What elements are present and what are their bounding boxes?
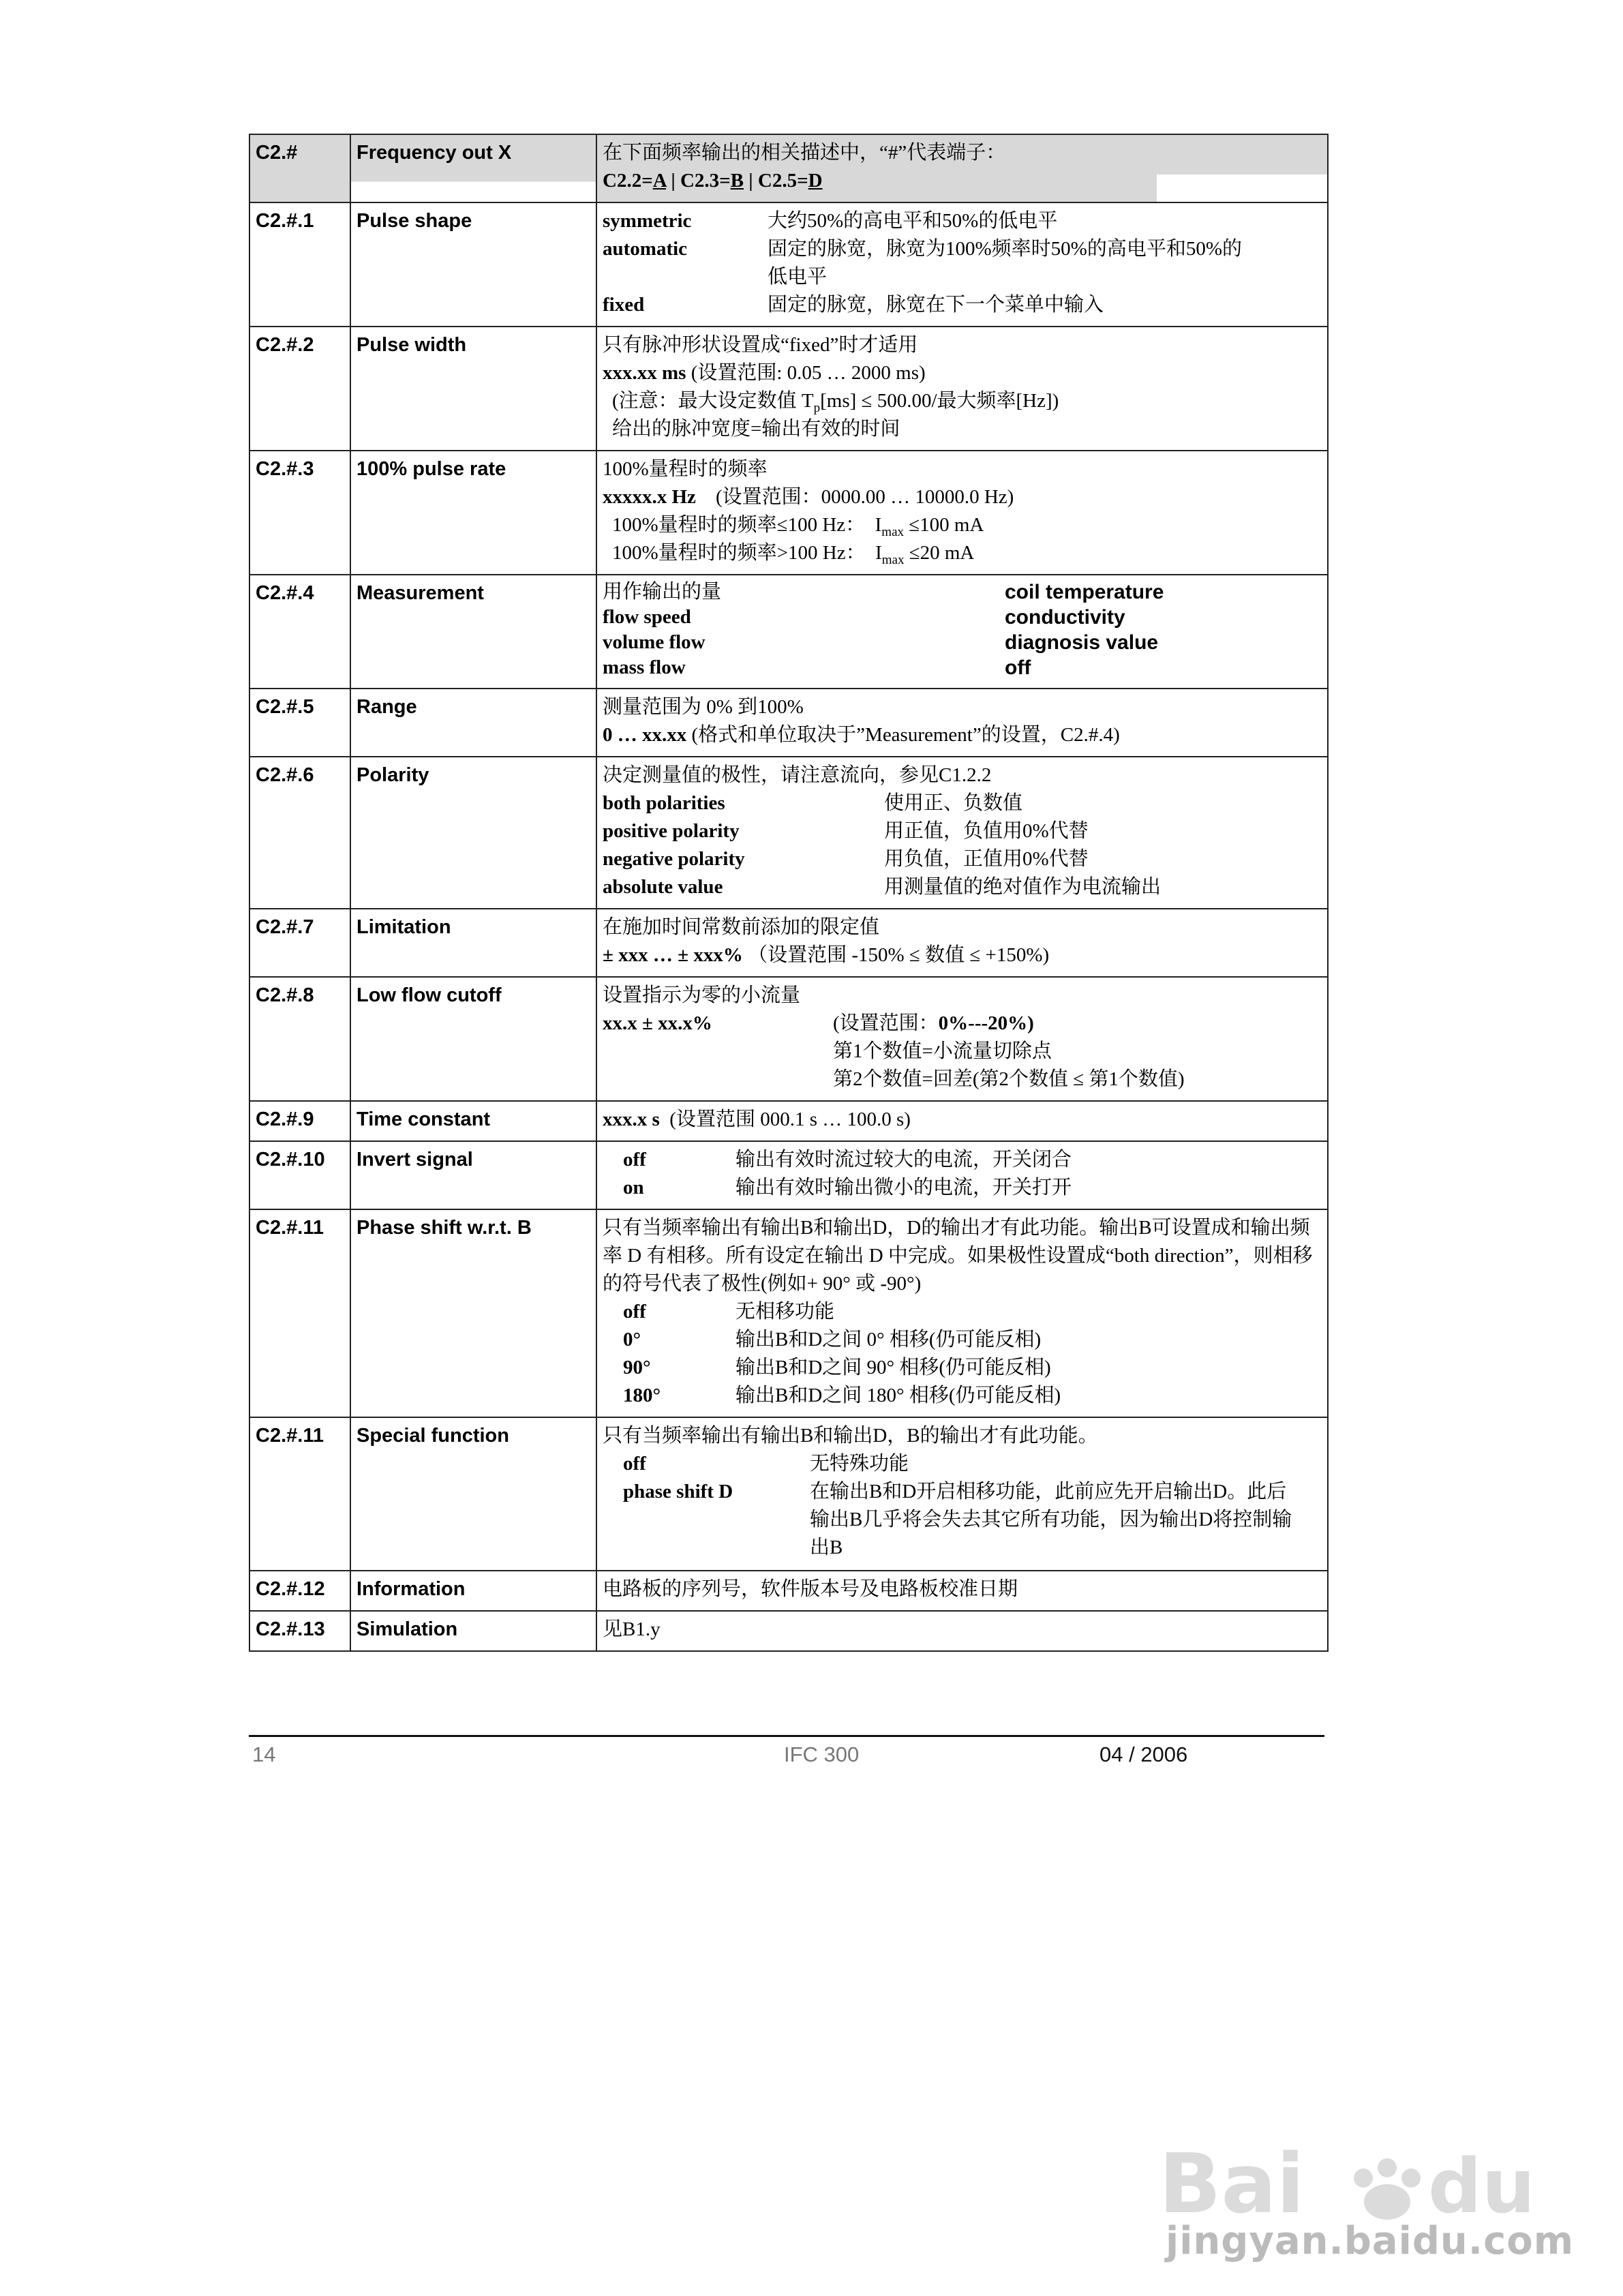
footer-divider: [249, 1735, 1324, 1737]
row-name: 100% pulse rate: [350, 451, 596, 575]
desc-line: [603, 483, 1322, 511]
option-key: coil temperature: [1005, 581, 1164, 603]
option-key: off: [1005, 656, 1031, 679]
header-desc-line2: [603, 167, 1322, 195]
table-row: [249, 1611, 1328, 1651]
table-row: [249, 689, 1328, 757]
watermark-url: jingyan.baidu.com: [1166, 2219, 1575, 2263]
page-number: 14: [252, 1742, 276, 1766]
note-text: ≤100 mA: [904, 514, 984, 536]
note-text: (注意：最大设定数值 T: [612, 390, 814, 412]
option-key: fixed: [603, 294, 645, 316]
table-row: [249, 757, 1328, 909]
option-key: xx.x ± xx.x%: [603, 1012, 712, 1034]
option-item: [603, 1326, 1322, 1354]
option-value: 输出B和D之间 180° 相移(仍可能反相): [735, 1385, 1061, 1406]
option-item: [603, 1478, 1322, 1562]
note-text: 100%量程时的频率>100 Hz： I: [612, 542, 882, 564]
range-text: （设置范围 -150% ≤ 数值 ≤ +150%): [742, 944, 1050, 966]
note-text: [ms] ≤ 500.00/最大频率[Hz]): [820, 390, 1059, 412]
row-code: C2.#.6: [249, 757, 350, 909]
row-description: [596, 575, 1328, 689]
option-value: 大约50%的高电平和50%的低电平: [768, 210, 1058, 232]
option-key: diagnosis value: [1005, 631, 1159, 654]
row-description: [596, 1141, 1328, 1209]
paw-toe-icon: [1401, 2169, 1421, 2188]
row-description: [596, 327, 1328, 451]
desc-line: 100%量程时的频率: [603, 458, 768, 480]
desc-line: 在施加时间常数前添加的限定值: [603, 916, 880, 938]
option-key: flow speed: [603, 606, 691, 628]
option-key: automatic: [603, 238, 688, 260]
row-code: C2.#.9: [249, 1101, 350, 1141]
table-row: [249, 1101, 1328, 1141]
desc-line: 第2个数值=回差(第2个数值 ≤ 第1个数值): [833, 1068, 1185, 1090]
option-value: 无相移功能: [735, 1301, 835, 1323]
note-text: ≤20 mA: [904, 542, 975, 564]
row-code: C2.#.13: [249, 1611, 350, 1651]
row-description: [596, 909, 1328, 977]
table-row: [249, 327, 1328, 451]
option-value: 无特殊功能: [810, 1453, 909, 1475]
row-code: C2.#.2: [249, 327, 350, 451]
table-row: [249, 1141, 1328, 1209]
row-code: C2.#.10: [249, 1141, 350, 1209]
watermark-logo-glyphs: Bai: [1159, 2137, 1305, 2232]
option-key: off: [623, 1149, 646, 1170]
option-key: volume flow: [603, 631, 706, 653]
model-name: IFC 300: [784, 1742, 860, 1766]
document-date: 04 / 2006: [1099, 1742, 1188, 1766]
row-name: Pulse shape: [350, 202, 596, 327]
option-key: on: [623, 1177, 644, 1198]
option-item: [603, 845, 1322, 873]
row-name: Low flow cutoff: [350, 977, 596, 1101]
option-value: 在输出B和D开启相移功能，此前应先开启输出D。此后输出B几乎将会失去其它所有功能，因为输出D将控制输出B: [810, 1481, 1292, 1558]
measurement-col-2: [1005, 579, 1164, 680]
row-description: [596, 977, 1328, 1101]
option-key: off: [623, 1301, 646, 1323]
option-item: [603, 1298, 1322, 1326]
table-row: [249, 1209, 1328, 1417]
option-item: [603, 207, 1322, 235]
option-key: both polarities: [603, 792, 725, 814]
row-name: Phase shift w.r.t. B: [350, 1209, 596, 1417]
row-name: Simulation: [350, 1611, 596, 1651]
range-text: (设置范围：0000.00 … 10000.0 Hz): [695, 486, 1014, 508]
option-value: 用负值，正值用0%代替: [884, 848, 1089, 870]
format-value: 0 … xx.xx: [603, 724, 687, 746]
option-item: [603, 1354, 1322, 1382]
format-value: xxx.x s: [603, 1108, 660, 1130]
desc-line: [603, 941, 1322, 969]
option-value: [833, 1010, 1322, 1038]
row-name: Measurement: [350, 575, 596, 689]
row-description: [596, 1611, 1328, 1651]
row-code: C2.#.7: [249, 909, 350, 977]
option-item: [603, 789, 1322, 817]
desc-line: 只有当频率输出有输出B和输出D，B的输出才有此功能。: [603, 1425, 1098, 1447]
row-code: C2.#.11: [249, 1417, 350, 1571]
row-name: Polarity: [350, 757, 596, 909]
subscript: max: [881, 552, 905, 567]
desc-line: 决定测量值的极性，请注意流向，参见C1.2.2: [603, 764, 992, 786]
row-description: [596, 689, 1328, 757]
table-row: [249, 977, 1328, 1101]
row-description: [596, 1209, 1328, 1417]
header-code: C2.#: [249, 134, 350, 202]
option-key: absolute value: [603, 876, 723, 898]
parameter-table: [249, 134, 1329, 1652]
desc-line: [603, 1106, 1322, 1134]
table-row: [249, 202, 1328, 327]
option-value: 用测量值的绝对值作为电流输出: [884, 876, 1162, 898]
header-terminal-a-label: C2.2=: [603, 170, 653, 192]
option-key: mass flow: [603, 656, 686, 678]
row-name: Invert signal: [350, 1141, 596, 1209]
row-name: Limitation: [350, 909, 596, 977]
desc-line: 只有脉冲形状设置成“fixed”时才适用: [603, 334, 918, 356]
option-item: [603, 291, 1322, 319]
header-terminal-d: D: [808, 170, 823, 192]
option-value: 用正值，负值用0%代替: [884, 820, 1089, 842]
desc-line: [603, 721, 1322, 749]
row-code: C2.#.3: [249, 451, 350, 575]
option-value: 输出B和D之间 0° 相移(仍可能反相): [735, 1329, 1042, 1350]
option-item: [603, 1010, 1322, 1038]
note-text: 100%量程时的频率≤100 Hz： I: [612, 514, 882, 536]
option-value: 固定的脉宽，脉宽在下一个菜单中输入: [768, 294, 1104, 316]
row-name: Information: [350, 1571, 596, 1611]
row-description: [596, 1101, 1328, 1141]
option-item: [603, 817, 1322, 845]
paw-pad-icon: [1364, 2184, 1410, 2220]
table-row: [249, 575, 1328, 689]
header-terminal-b: B: [730, 170, 744, 192]
desc-line: [603, 359, 1322, 387]
option-item: [603, 873, 1322, 901]
measurement-col-1: [603, 579, 1005, 680]
desc-line: 设置指示为零的小流量: [603, 984, 801, 1006]
desc-line: 给出的脉冲宽度=输出有效的时间: [612, 418, 900, 440]
desc-line: 用作输出的量: [603, 581, 722, 603]
desc-line: 电路板的序列号，软件版本号及电路板校准日期: [603, 1578, 1018, 1600]
row-description: [596, 1417, 1328, 1571]
row-description: [596, 202, 1328, 327]
option-key: 0°: [623, 1329, 641, 1350]
header-terminal-b-label: | C2.3=: [666, 170, 731, 192]
paw-toe-icon: [1354, 2169, 1373, 2188]
option-value: 输出有效时输出微小的电流，开关打开: [735, 1177, 1072, 1198]
option-item: [603, 1146, 1322, 1174]
option-key: off: [623, 1453, 646, 1475]
format-value: xxxxx.x Hz: [603, 486, 696, 508]
subscript: max: [881, 524, 905, 539]
row-name: Time constant: [350, 1101, 596, 1141]
format-value: ± xxx … ± xxx%: [603, 944, 743, 966]
option-item: [603, 1174, 1322, 1202]
option-value: 固定的脉宽，脉宽为100%频率时50%的高电平和50%的低电平: [768, 238, 1242, 288]
header-terminal-a: A: [652, 170, 667, 192]
subscript: p: [813, 400, 821, 415]
range-value: 0%---20%): [938, 1012, 1034, 1034]
measurement-options: [603, 579, 1322, 680]
desc-line: 第1个数值=小流量切除点: [833, 1040, 1052, 1062]
option-item: [603, 1450, 1322, 1478]
option-key: 180°: [623, 1385, 661, 1406]
option-key: symmetric: [603, 210, 692, 232]
desc-line: 见B1.y: [603, 1618, 661, 1640]
row-code: C2.#.4: [249, 575, 350, 689]
row-description: [596, 757, 1328, 909]
table-row: [249, 1571, 1328, 1611]
option-item: [603, 235, 1322, 291]
range-text: (设置范围 000.1 s … 100.0 s): [659, 1108, 911, 1130]
header-description: [596, 134, 1328, 202]
table-row: [249, 451, 1328, 575]
header-terminal-d-label: | C2.5=: [744, 170, 808, 192]
table-row: [249, 1417, 1328, 1571]
row-code: C2.#.11: [249, 1209, 350, 1417]
row-name: Range: [350, 689, 596, 757]
desc-paragraph: 只有当频率输出有输出B和输出D，D的输出才有此功能。输出B可设置成和输出频率 D 有相移。所有设定在输出 D 中完成。如果极性设置成“both direction”，则相移的符号代表了极性(例如+ 90° 或 -90°): [603, 1217, 1313, 1295]
table-row: [249, 909, 1328, 977]
header-name: Frequency out X: [350, 134, 596, 202]
row-name: Pulse width: [350, 327, 596, 451]
row-code: C2.#.12: [249, 1571, 350, 1611]
table-header-row: [249, 134, 1328, 202]
row-name: Special function: [350, 1417, 596, 1571]
option-key: conductivity: [1005, 606, 1125, 629]
option-key: 90°: [623, 1357, 651, 1378]
option-value: 使用正、负数值: [884, 792, 1023, 814]
row-description: [596, 1571, 1328, 1611]
range-text: (格式和单位取决于”Measurement”的设置，C2.#.4): [686, 724, 1120, 746]
option-item: [603, 1382, 1322, 1410]
range-text: (设置范围: 0.05 … 2000 ms): [686, 362, 926, 384]
watermark-logo-glyphs: du: [1428, 2143, 1536, 2230]
desc-line: [603, 511, 1322, 539]
range-text: (设置范围：: [833, 1012, 939, 1034]
row-code: C2.#.5: [249, 689, 350, 757]
option-key: negative polarity: [603, 848, 745, 870]
row-code: C2.#.1: [249, 202, 350, 327]
paw-toe-icon: [1378, 2158, 1397, 2177]
option-value: 输出有效时流过较大的电流，开关闭合: [735, 1149, 1072, 1170]
row-code: C2.#.8: [249, 977, 350, 1101]
row-description: [596, 451, 1328, 575]
desc-line: 测量范围为 0% 到100%: [603, 696, 804, 718]
option-key: positive polarity: [603, 820, 740, 842]
desc-line: [603, 387, 1322, 415]
format-value: xxx.xx ms: [603, 362, 686, 384]
desc-line: [603, 539, 1322, 567]
option-key: phase shift D: [623, 1481, 733, 1502]
header-desc-line1: 在下面频率输出的相关描述中，“#”代表端子：: [603, 142, 1006, 164]
option-value: 输出B和D之间 90° 相移(仍可能反相): [735, 1357, 1051, 1378]
